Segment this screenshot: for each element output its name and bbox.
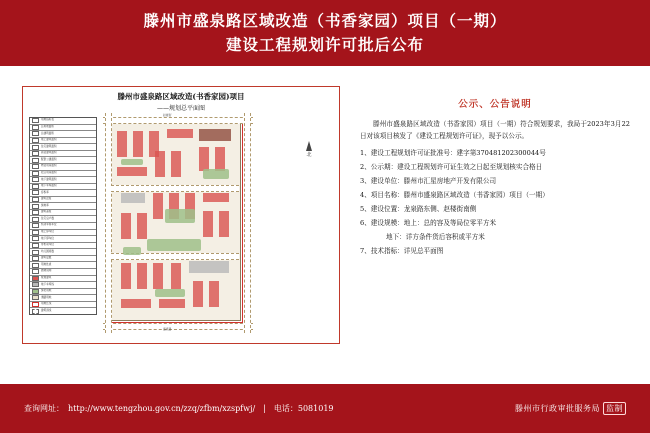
notice-item: 6、建设规模：地上：总的容及等局位零平方米 [360, 219, 497, 227]
legend-label: 配套公建面积 [41, 157, 57, 161]
building-block [117, 131, 127, 157]
legend-swatch [32, 269, 39, 274]
legend-swatch [32, 131, 39, 136]
legend-label: 总用地面积 [41, 125, 54, 129]
legend-label: 建筑层数 [41, 256, 52, 260]
road-internal-1 [111, 185, 239, 192]
green-space [165, 209, 195, 223]
footer-contact-group [24, 403, 334, 414]
legend-swatch [32, 138, 39, 143]
building-block [153, 193, 163, 219]
legend-label: 住宅总户数 [41, 216, 54, 220]
notice-item: 5、建设位置：龙泉路东侧、赵楼街南侧 [360, 205, 477, 213]
notice-block [360, 96, 630, 259]
building-block [121, 213, 131, 239]
legend-swatch [32, 177, 39, 182]
compass-needle [306, 141, 312, 151]
legend-swatch [32, 276, 39, 281]
building-block [171, 263, 181, 289]
header-title-line2: 建设工程规划许可批后公布 [225, 35, 424, 54]
supervision-stamp: 监制 [603, 402, 626, 415]
legend-swatch [32, 125, 39, 130]
footer-authority-group [515, 402, 626, 415]
legend-swatch [32, 184, 39, 189]
legend-label: 道路用地 [41, 295, 52, 299]
legend-swatch [32, 171, 39, 176]
legend-swatch [32, 158, 39, 163]
building-block [153, 263, 163, 289]
legend-swatch [32, 118, 39, 123]
notice-sub-item: 地下：详方条件货后容积或平方米 [386, 233, 485, 241]
legend-label: 绿化用地 [41, 289, 52, 293]
legend-swatch [32, 230, 39, 235]
query-url-label: 查询网址： [24, 404, 64, 413]
notice-item: 4、项目名称：滕州市盛泉路区域改造（书香家园）项目（一期） [360, 191, 549, 199]
legend-swatch [32, 145, 39, 150]
legend-swatch [32, 217, 39, 222]
legend-label: 住宅建筑面积 [41, 144, 57, 148]
legend-label: 用地指标表 [41, 118, 54, 122]
legend-label: 物业用房面积 [41, 164, 57, 168]
building-block [137, 213, 147, 239]
building-block [155, 151, 165, 177]
building-block [159, 299, 185, 308]
legend-row [30, 308, 96, 314]
legend-swatch [32, 263, 39, 268]
building-block [219, 211, 229, 237]
legend-label: 总建筑面积 [41, 131, 54, 135]
header-title-line1: 滕州市盛泉路区域改造（书香家园）项目（一期） [143, 11, 507, 30]
dimension-label: 盛泉路 [163, 327, 172, 331]
legend-label: 地下车库线 [41, 282, 54, 286]
legend-swatch [32, 190, 39, 195]
poster-body [0, 66, 650, 384]
authority-name: 滕州市行政审批服务局 [514, 404, 600, 413]
green-space [203, 169, 229, 179]
building-block [133, 131, 143, 157]
road-north [103, 117, 253, 124]
site-plan-title: 滕州市盛泉路区域改造(书香家园)项目 [117, 92, 245, 101]
building-block [209, 281, 219, 307]
legend-swatch [32, 210, 39, 215]
legend-label: 用地红线 [41, 302, 52, 306]
query-url-link[interactable]: http://www.tengzhou.gov.cn/zzq/zfbm/xzspfwj/ [68, 404, 256, 413]
legend-swatch [32, 236, 39, 241]
site-plan-figure [103, 113, 253, 333]
legend-swatch [32, 302, 39, 307]
green-space [123, 247, 141, 255]
building-block [171, 151, 181, 177]
notice-last-item: 7、技术指标：详见总平面图 [360, 247, 444, 255]
legend-label: 用地性质 [41, 262, 52, 266]
indicator-legend-table [29, 117, 97, 315]
legend-label: 地下车库面积 [41, 184, 57, 188]
poster-header [0, 0, 650, 66]
building-block [137, 263, 147, 289]
legend-swatch [32, 295, 39, 300]
legend-label: 图例说明 [41, 269, 52, 273]
notice-item: 1、建设工程规划许可证批准号：建字第370481202300044号 [360, 149, 546, 157]
legend-label: 建筑密度 [41, 197, 52, 201]
compass-label: 北 [306, 152, 312, 158]
legend-swatch [32, 204, 39, 209]
legend-label: 地上停车位 [41, 230, 54, 234]
legend-label: 幼儿园班数 [41, 249, 54, 253]
road-east [244, 113, 251, 333]
legend-swatch [32, 164, 39, 169]
building-block [203, 211, 213, 237]
building-block [121, 263, 131, 289]
building-block [121, 193, 145, 203]
building-block [189, 261, 229, 273]
legend-label: 商业建筑面积 [41, 151, 57, 155]
legend-label: 地上建筑面积 [41, 138, 57, 142]
notice-item: 3、建设单位：滕州市汇星房地产开发有限公司 [360, 177, 497, 185]
building-block [215, 147, 225, 171]
legend-label: 容积率 [41, 190, 49, 194]
legend-label: 机动车停车位 [41, 223, 57, 227]
legend-swatch [32, 223, 39, 228]
green-space [155, 289, 185, 297]
legend-label: 建筑退线 [41, 308, 52, 312]
legend-swatch [32, 243, 39, 248]
compass-north-icon [301, 141, 317, 163]
legend-label: 规划建筑 [41, 275, 52, 279]
building-block [203, 193, 229, 202]
building-block [199, 129, 231, 141]
legend-label: 绿地率 [41, 203, 49, 207]
site-plan-drawing [23, 111, 340, 343]
legend-label: 社区用房面积 [41, 170, 57, 174]
building-block [121, 299, 151, 308]
green-space [147, 239, 201, 251]
site-plan-panel [22, 86, 340, 344]
dimension-label: 赵楼街 [163, 113, 172, 117]
notice-intro: 滕州市盛泉路区域改造（书香家园）项目（一期）符合规划要求，我局于2023年3月22日对该项目核发了《建设工程规划许可证》，现予以公示。 [360, 120, 630, 140]
building-block [199, 147, 209, 171]
legend-swatch [32, 250, 39, 255]
road-west [105, 113, 112, 333]
legend-swatch [32, 151, 39, 156]
site-plan-subtitle: ——规划总平面图 [156, 105, 205, 112]
legend-swatch [32, 309, 39, 314]
legend-label: 地下建筑面积 [41, 177, 57, 181]
notice-item: 2、公示期：建设工程规划许可证生效之日起至规划核实合格日 [360, 163, 543, 171]
road-south [103, 323, 253, 330]
building-block [167, 129, 193, 138]
legend-label: 非机动车位 [41, 243, 54, 247]
legend-swatch [32, 256, 39, 261]
legend-swatch [32, 282, 39, 287]
footer-separator: | [263, 404, 266, 413]
legend-swatch [32, 289, 39, 294]
legend-swatch [32, 197, 39, 202]
legend-label: 地下停车位 [41, 236, 54, 240]
green-space [121, 159, 143, 165]
legend-label: 建筑高度 [41, 210, 52, 214]
phone-label: 电话：5081019 [273, 404, 334, 413]
poster-footer [0, 384, 650, 433]
building-block [117, 167, 147, 176]
building-block [193, 281, 203, 307]
notice-title: 公示、公告说明 [458, 99, 532, 110]
